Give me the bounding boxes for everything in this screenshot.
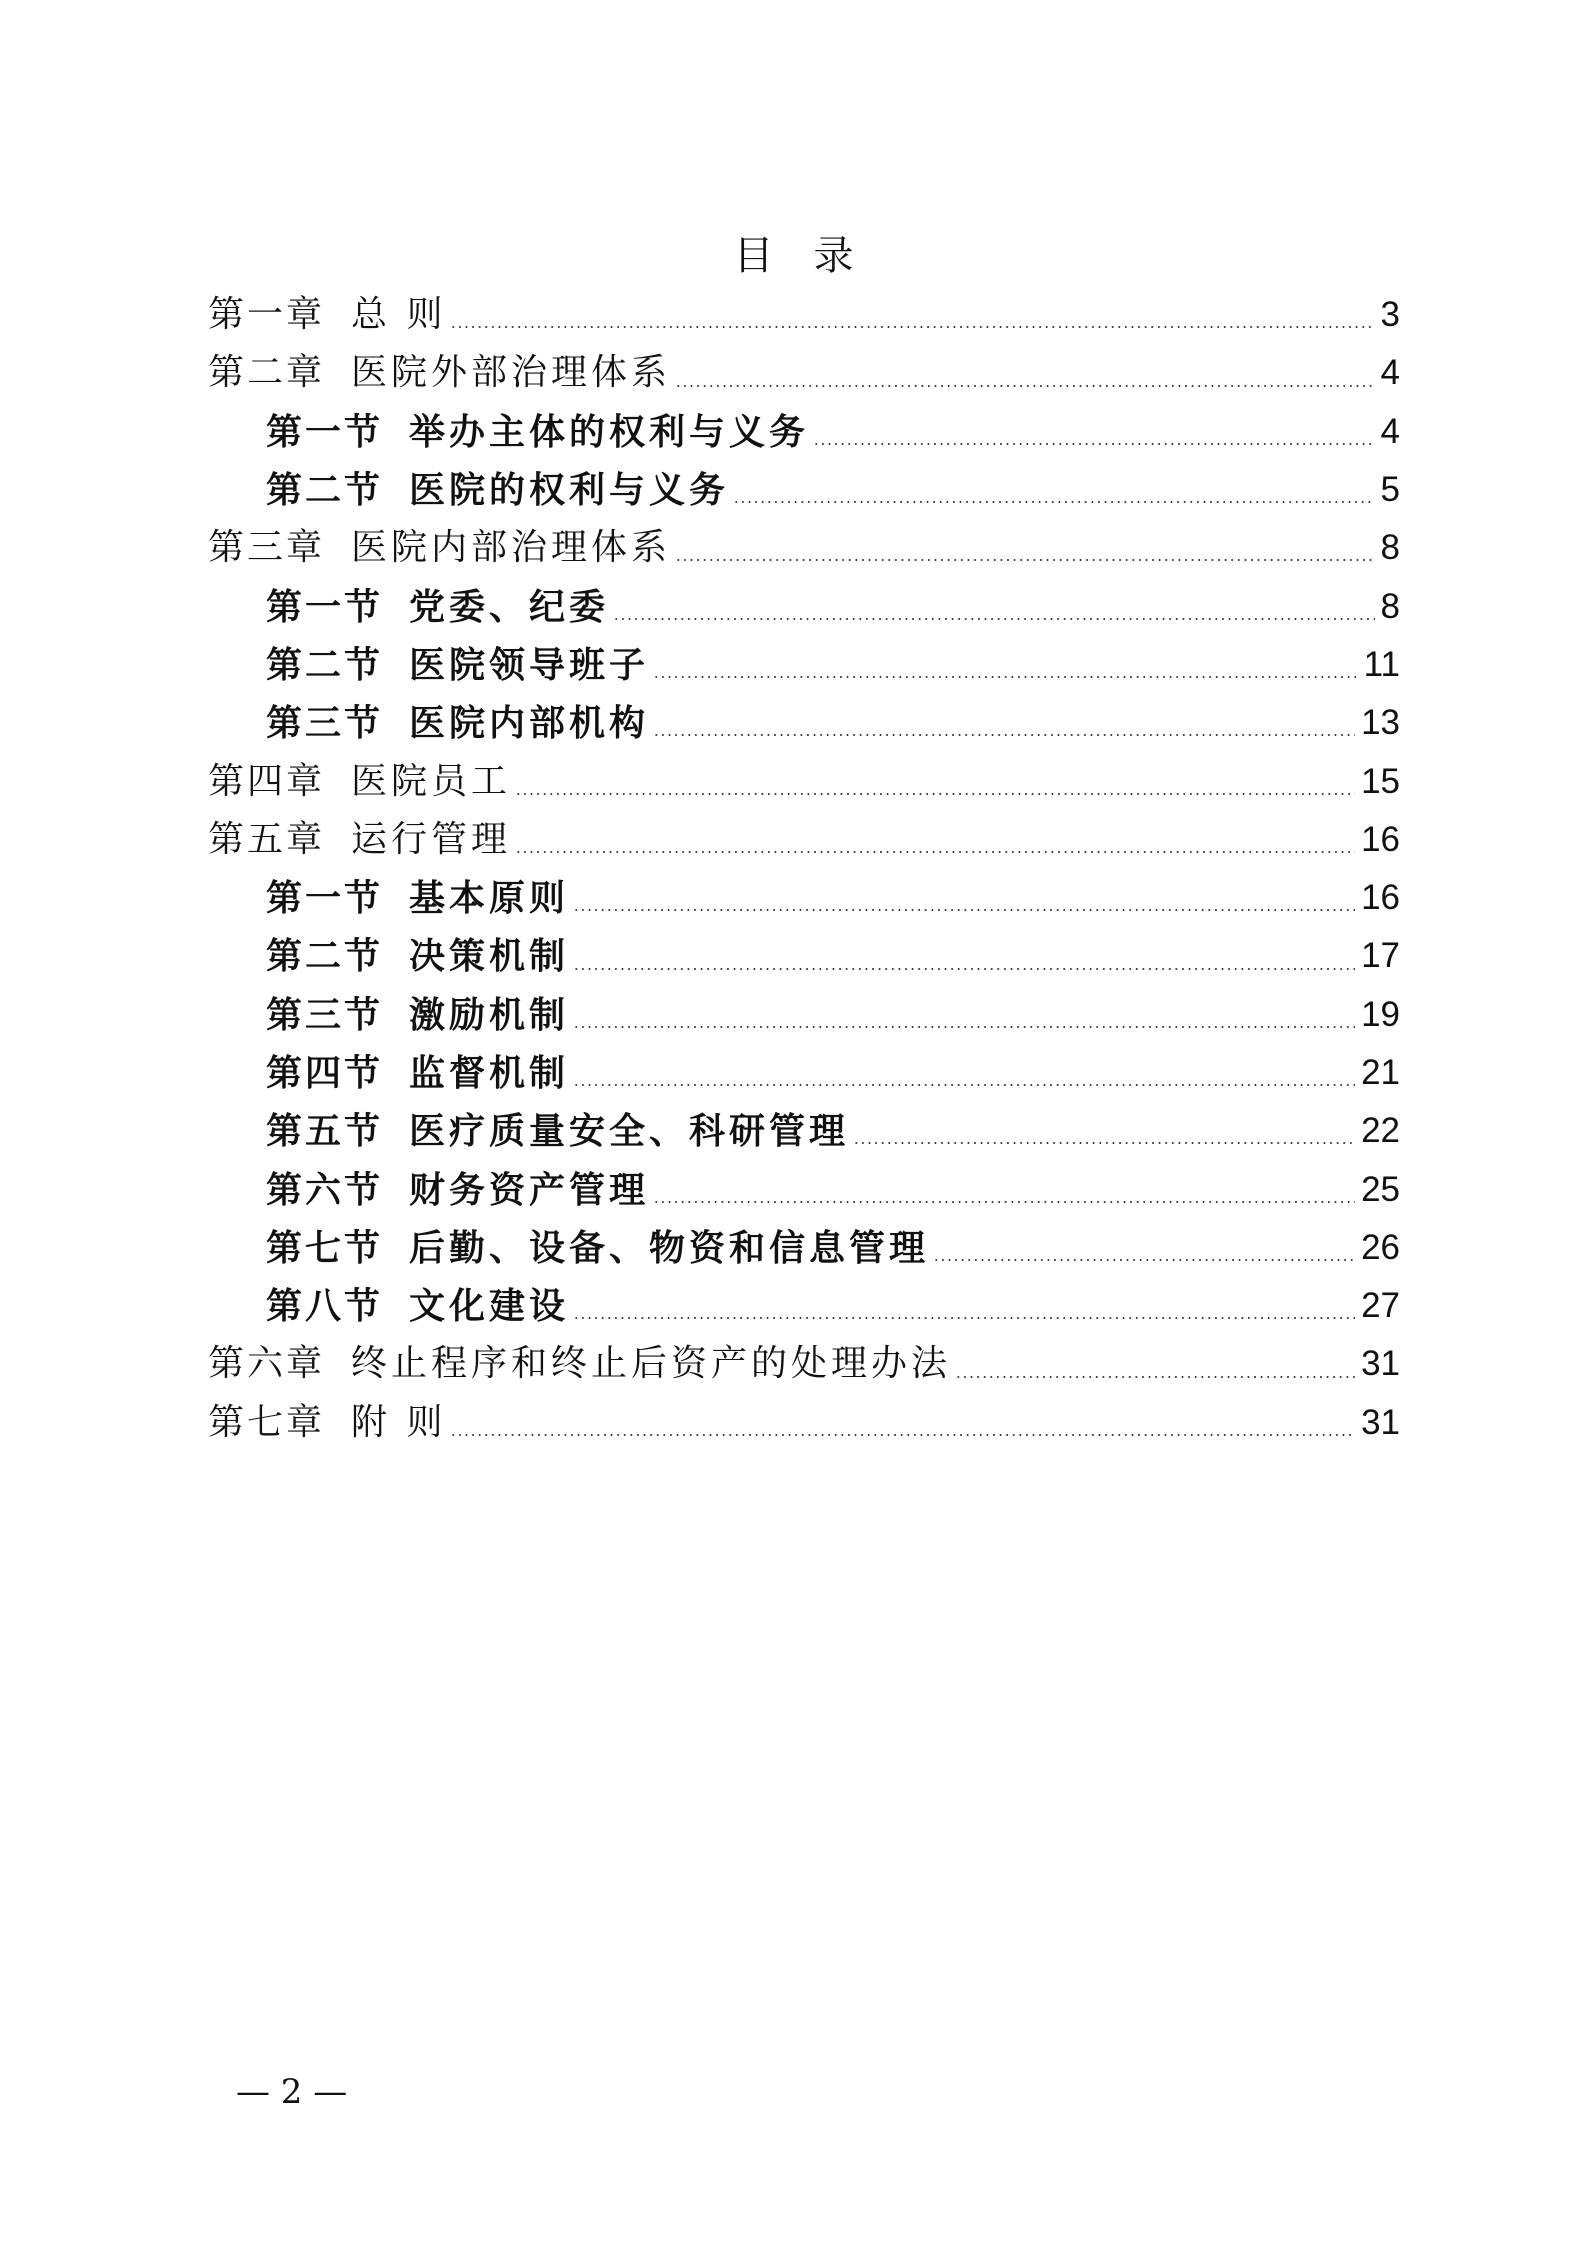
- toc-dot-leader: [733, 501, 1375, 503]
- toc-chapter-entry[interactable]: [208, 344, 1400, 402]
- toc-dot-leader: [675, 559, 1375, 561]
- toc-entry-number: 第一章: [208, 294, 326, 336]
- toc-entry-number: 第二节: [266, 935, 384, 978]
- toc-entry-title: 激励机制: [409, 993, 570, 1036]
- toc-dot-leader: [450, 326, 1374, 328]
- toc-entry-title: 基本原则: [409, 877, 570, 920]
- toc-heading-char-2: 录: [813, 233, 854, 279]
- toc-chapter-entry[interactable]: [208, 752, 1400, 810]
- toc-entry-page-number: 21: [1361, 1053, 1400, 1092]
- toc-dot-leader: [653, 676, 1358, 678]
- toc-entry-page-number: 17: [1361, 936, 1400, 976]
- toc-entry-title: 决策机制: [409, 935, 570, 978]
- toc-entry-page-number: 25: [1361, 1169, 1400, 1209]
- toc-chapter-entry[interactable]: [208, 286, 1400, 344]
- toc-entry-page-number: 31: [1361, 1344, 1400, 1384]
- toc-entry-title: 医院员工: [351, 760, 512, 802]
- toc-entry-number: 第六章: [208, 1343, 326, 1385]
- toc-section-entry[interactable]: [208, 1160, 1400, 1218]
- toc-chapter-entry[interactable]: [208, 1394, 1400, 1452]
- toc-entry-number: 第一节: [266, 877, 384, 920]
- toc-dot-leader: [573, 1026, 1355, 1028]
- toc-entry-page-number: 13: [1361, 703, 1400, 743]
- toc-entry-title: 医院领导班子: [409, 643, 650, 686]
- toc-entry-title: 总 则: [351, 294, 447, 336]
- toc-section-entry[interactable]: [208, 403, 1400, 461]
- page-number-footer: — 2 —: [236, 2072, 348, 2112]
- toc-entry-number: 第五章: [208, 818, 326, 860]
- toc-section-entry[interactable]: [208, 694, 1400, 752]
- toc-entry-title: 文化建设: [409, 1285, 570, 1328]
- toc-entry-number: 第八节: [266, 1285, 384, 1328]
- table-of-contents: [208, 286, 1400, 1452]
- toc-dot-leader: [675, 385, 1375, 387]
- toc-entry-number: 第七节: [266, 1226, 384, 1269]
- toc-entry-page-number: 4: [1380, 411, 1400, 451]
- toc-section-entry[interactable]: [208, 1277, 1400, 1335]
- toc-entry-title: 运行管理: [351, 818, 512, 860]
- toc-entry-page-number: 27: [1361, 1286, 1400, 1326]
- toc-chapter-entry[interactable]: [208, 1335, 1400, 1393]
- toc-dot-leader: [853, 1142, 1355, 1144]
- toc-entry-page-number: 16: [1361, 819, 1400, 859]
- toc-entry-number: 第四章: [208, 760, 326, 802]
- toc-dot-leader: [573, 968, 1355, 970]
- toc-dot-leader: [515, 851, 1355, 853]
- toc-dot-leader: [515, 793, 1355, 795]
- toc-dot-leader: [653, 1201, 1355, 1203]
- toc-dot-leader: [613, 618, 1375, 620]
- toc-dot-leader: [450, 1434, 1355, 1436]
- toc-dot-leader: [573, 1317, 1355, 1319]
- toc-dot-leader: [813, 443, 1375, 445]
- toc-entry-title: 党委、纪委: [409, 585, 610, 628]
- toc-entry-page-number: 3: [1380, 295, 1400, 335]
- toc-entry-title: 终止程序和终止后资产的处理办法: [351, 1343, 952, 1385]
- toc-entry-number: 第六节: [266, 1168, 384, 1211]
- toc-section-entry[interactable]: [208, 1219, 1400, 1277]
- toc-dot-leader: [653, 734, 1355, 736]
- toc-entry-number: 第三节: [266, 993, 384, 1036]
- toc-entry-page-number: 8: [1380, 586, 1400, 626]
- toc-entry-page-number: 4: [1380, 353, 1400, 393]
- toc-entry-page-number: 31: [1361, 1402, 1400, 1442]
- toc-entry-number: 第四节: [266, 1052, 384, 1094]
- toc-entry-page-number: 11: [1363, 644, 1400, 684]
- toc-entry-number: 第二节: [266, 469, 384, 512]
- toc-heading-char-1: 目: [733, 233, 774, 279]
- toc-entry-number: 第二节: [266, 643, 384, 686]
- toc-entry-title: 医院内部机构: [409, 702, 650, 745]
- toc-chapter-entry[interactable]: [208, 519, 1400, 577]
- toc-entry-title: 举办主体的权利与义务: [409, 410, 810, 453]
- toc-entry-number: 第一节: [266, 585, 384, 628]
- toc-section-entry[interactable]: [208, 927, 1400, 985]
- toc-section-entry[interactable]: [208, 986, 1400, 1044]
- toc-dot-leader: [573, 1084, 1355, 1086]
- toc-entry-number: 第七章: [208, 1401, 326, 1443]
- toc-entry-number: 第三节: [266, 702, 384, 745]
- toc-entry-number: 第一节: [266, 410, 384, 453]
- toc-entry-title: 财务资产管理: [409, 1168, 650, 1211]
- toc-entry-title: 医院外部治理体系: [351, 352, 672, 394]
- toc-entry-page-number: 5: [1380, 470, 1400, 510]
- toc-entry-page-number: 26: [1361, 1227, 1400, 1267]
- toc-entry-title: 附 则: [351, 1401, 447, 1443]
- toc-entry-number: 第三章: [208, 527, 326, 569]
- toc-dot-leader: [933, 1259, 1355, 1261]
- toc-entry-title: 医院内部治理体系: [351, 527, 672, 569]
- toc-section-entry[interactable]: [208, 1102, 1400, 1160]
- toc-entry-page-number: 16: [1361, 878, 1400, 918]
- toc-dot-leader: [573, 909, 1355, 911]
- toc-entry-number: 第五节: [266, 1110, 384, 1153]
- toc-dot-leader: [955, 1376, 1355, 1378]
- toc-entry-title: 医疗质量安全、科研管理: [409, 1110, 850, 1153]
- toc-entry-page-number: 8: [1380, 528, 1400, 568]
- toc-section-entry[interactable]: [208, 1044, 1400, 1102]
- toc-entry-number: 第二章: [208, 352, 326, 394]
- toc-entry-page-number: 22: [1361, 1111, 1400, 1151]
- toc-section-entry[interactable]: [208, 461, 1400, 519]
- toc-entry-title: 医院的权利与义务: [409, 469, 730, 512]
- toc-section-entry[interactable]: [208, 636, 1400, 694]
- toc-chapter-entry[interactable]: [208, 811, 1400, 869]
- toc-section-entry[interactable]: [208, 577, 1400, 635]
- toc-section-entry[interactable]: [208, 869, 1400, 927]
- toc-entry-page-number: 15: [1361, 761, 1400, 801]
- toc-entry-page-number: 19: [1361, 994, 1400, 1034]
- toc-heading: [0, 228, 1587, 284]
- toc-entry-title: 后勤、设备、物资和信息管理: [409, 1226, 930, 1269]
- toc-entry-title: 监督机制: [409, 1052, 570, 1094]
